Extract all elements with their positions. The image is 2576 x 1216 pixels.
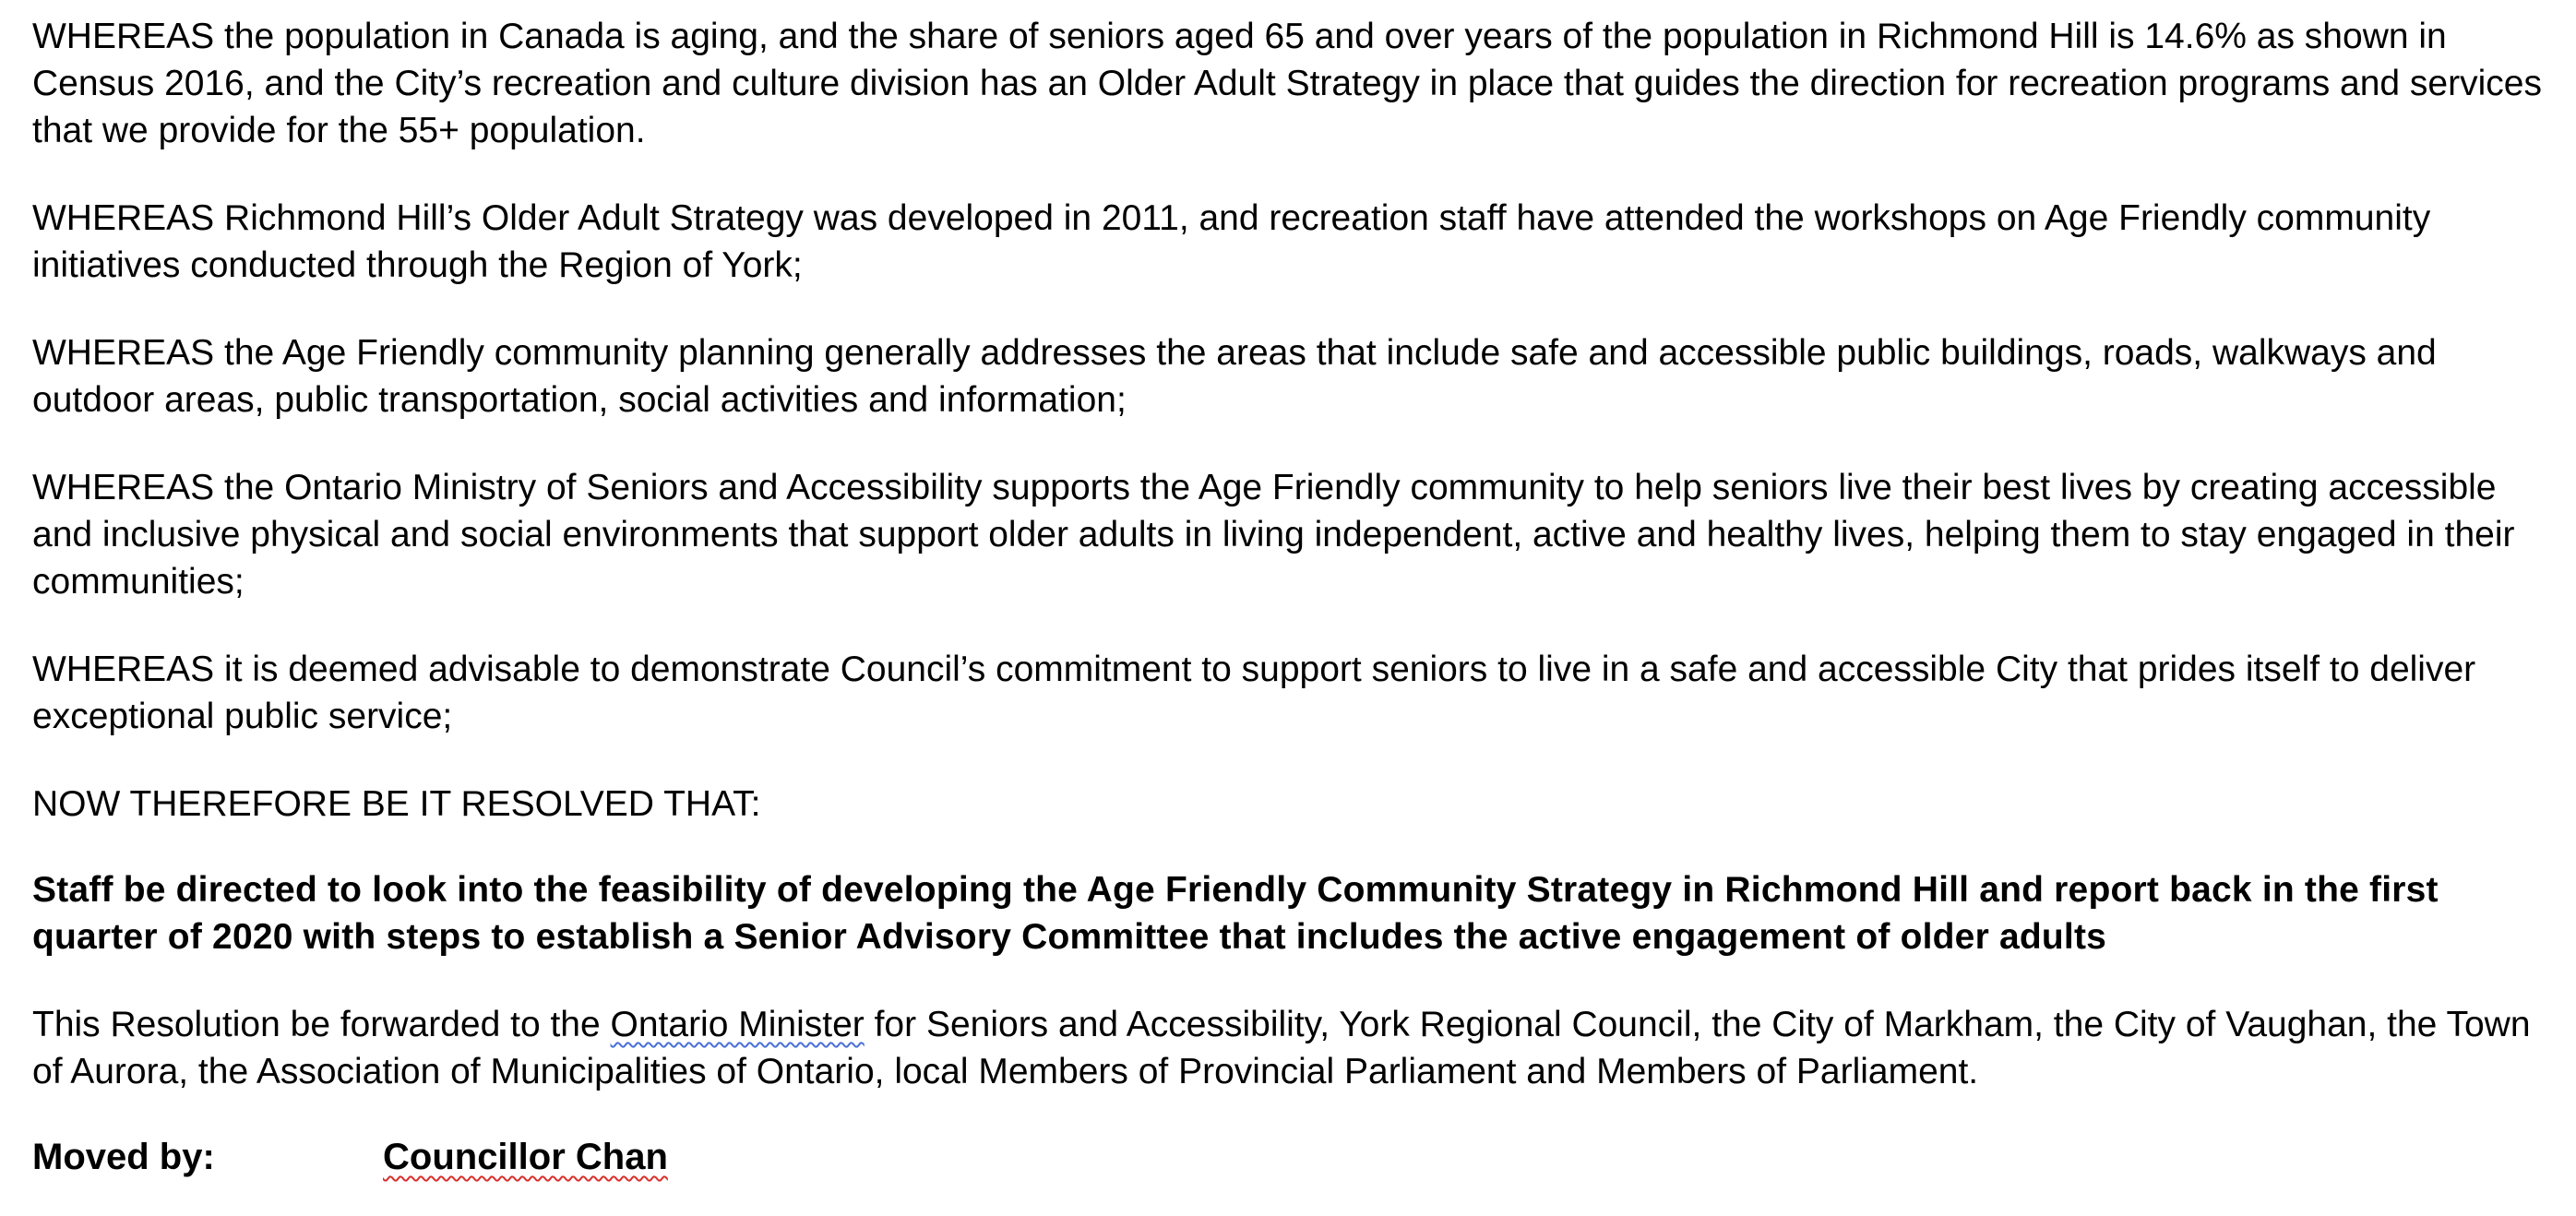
whereas-paragraph-ministry: WHEREAS the Ontario Ministry of Seniors and Accessibility supports the Age Friendly community to help seniors live their best lives by creating accessible and inclusive physical and social environments that support older adults in living independent, active and healthy lives, helping them to stay engaged in their communities;	[32, 468, 2515, 602]
mover-name[interactable]: Councillor Chan	[383, 1137, 668, 1177]
forwarding-text-end: for Seniors and Accessibility, York Regional Council, the City of Markham, the City of Vaughan, the Town of Aurora, the Association of Municipalities of Ontario, local Members of Provincial Parliament and Members of Parliament.	[32, 1005, 2531, 1091]
whereas-paragraph-commitment: WHEREAS it is deemed advisable to demonstrate Council’s commitment to support seniors to live in a safe and accessible City that prides itself to deliver exceptional public service;	[32, 650, 2476, 736]
moved-by-row	[32, 1134, 2560, 1181]
directive-paragraph: Staff be directed to look into the feasibility of developing the Age Friendly Community Strategy in Richmond Hill and report back in the first quarter of 2020 with steps to establish a Senior Advisory Committee that includes the active engagement of older adults	[32, 870, 2439, 957]
resolved-heading: NOW THEREFORE BE IT RESOLVED THAT:	[32, 784, 761, 824]
forwarding-text-start: This Resolution be forwarded to the	[32, 1005, 611, 1044]
document-page	[32, 13, 2560, 1181]
forwarding-paragraph	[32, 1001, 2560, 1095]
whereas-paragraph-population: WHEREAS the population in Canada is aging, and the share of seniors aged 65 and over years of the population in Richmond Hill is 14.6% as shown in Census 2016, and the City’s recreation and culture division has an Older Adult Strategy in place that guides the direction for recreation programs and services that we provide for the 55+ population.	[32, 17, 2542, 150]
whereas-paragraph-planning: WHEREAS the Age Friendly community planning generally addresses the areas that include safe and accessible public buildings, roads, walkways and outdoor areas, public transportation, social activities and information;	[32, 333, 2437, 420]
grammar-flagged-text[interactable]: Ontario Minister	[610, 1005, 865, 1044]
moved-by-label: Moved by:	[32, 1137, 215, 1177]
whereas-paragraph-strategy: WHEREAS Richmond Hill’s Older Adult Strategy was developed in 2011, and recreation staff have attended the workshops on Age Friendly community initiatives conducted through the Region of York;	[32, 198, 2431, 285]
